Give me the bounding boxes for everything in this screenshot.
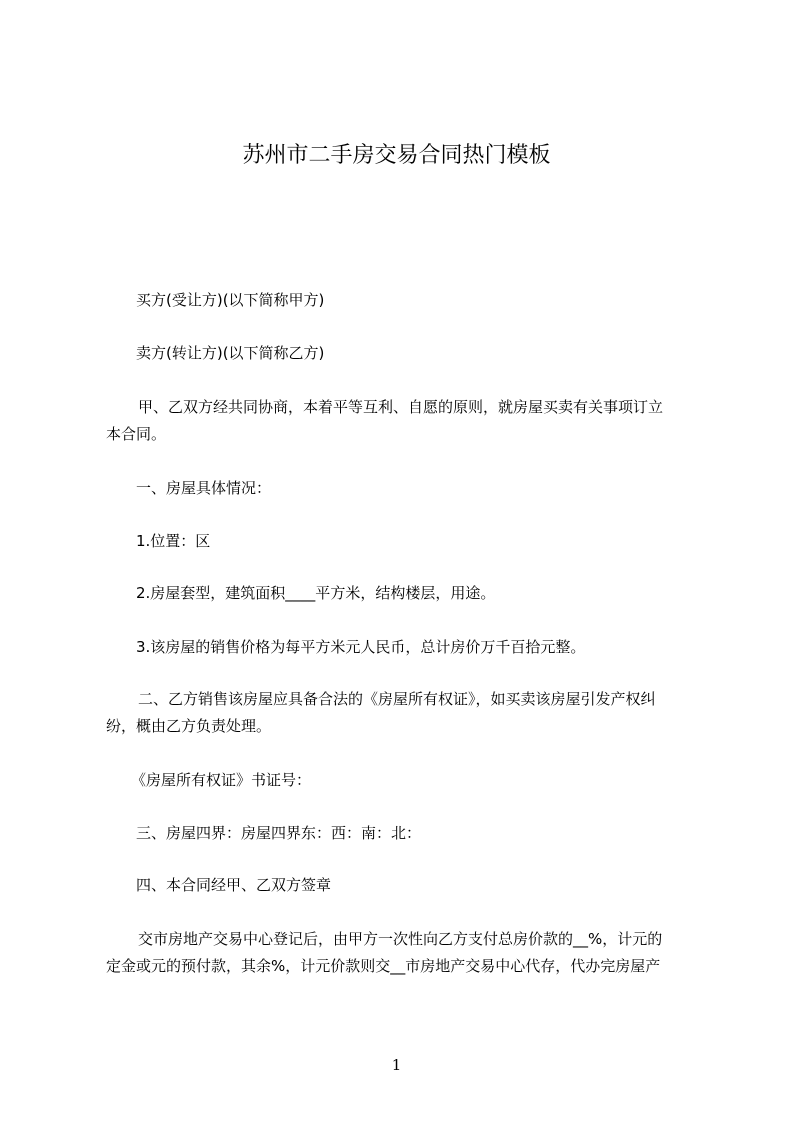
item-price: 3.该房屋的销售价格为每平方米元人民币，总计房价万千百拾元整。 [136,638,586,656]
page-number: 1 [391,1056,402,1074]
item-house-type: 2.房屋套型，建筑面积____平方米，结构楼层，用途。 [136,584,496,602]
section2-paragraph [106,692,656,734]
section2-line-1: 二、乙方销售该房屋应具备合法的《房屋所有权证》，如买卖该房屋引发产权纠 [138,690,656,708]
payment-paragraph [106,932,662,974]
intro-paragraph [106,400,663,442]
section2-line-2: 纷，概由乙方负责处理。 [106,717,272,735]
certificate-number-line: 《房屋所有权证》书证号： [131,771,312,789]
intro-line-1: 甲、乙双方经共同协商，本着平等互利、自愿的原则，就房屋买卖有关事项订立 [138,398,664,416]
item-location: 1.位置：区 [136,532,211,550]
payment-line-2: 定金或元的预付款，其余%，计元价款则交__市房地产交易中心代存，代办完房屋产 [106,957,661,975]
seller-line: 卖方(转让方)(以下简称乙方) [136,344,325,362]
intro-line-2: 本合同。 [106,425,167,443]
payment-line-1: 交市房地产交易中心登记后，由甲方一次性向乙方支付总房价款的__%，计元的 [138,930,663,948]
section4-heading: 四、本合同经甲、乙双方签章 [136,876,332,894]
buyer-line: 买方(受让方)(以下简称甲方) [136,291,325,309]
section3-boundaries: 三、房屋四界：房屋四界东：西：南：北： [136,824,422,842]
section1-heading: 一、房屋具体情况： [136,479,272,497]
document-title: 苏州市二手房交易合同热门模板 [242,143,551,168]
